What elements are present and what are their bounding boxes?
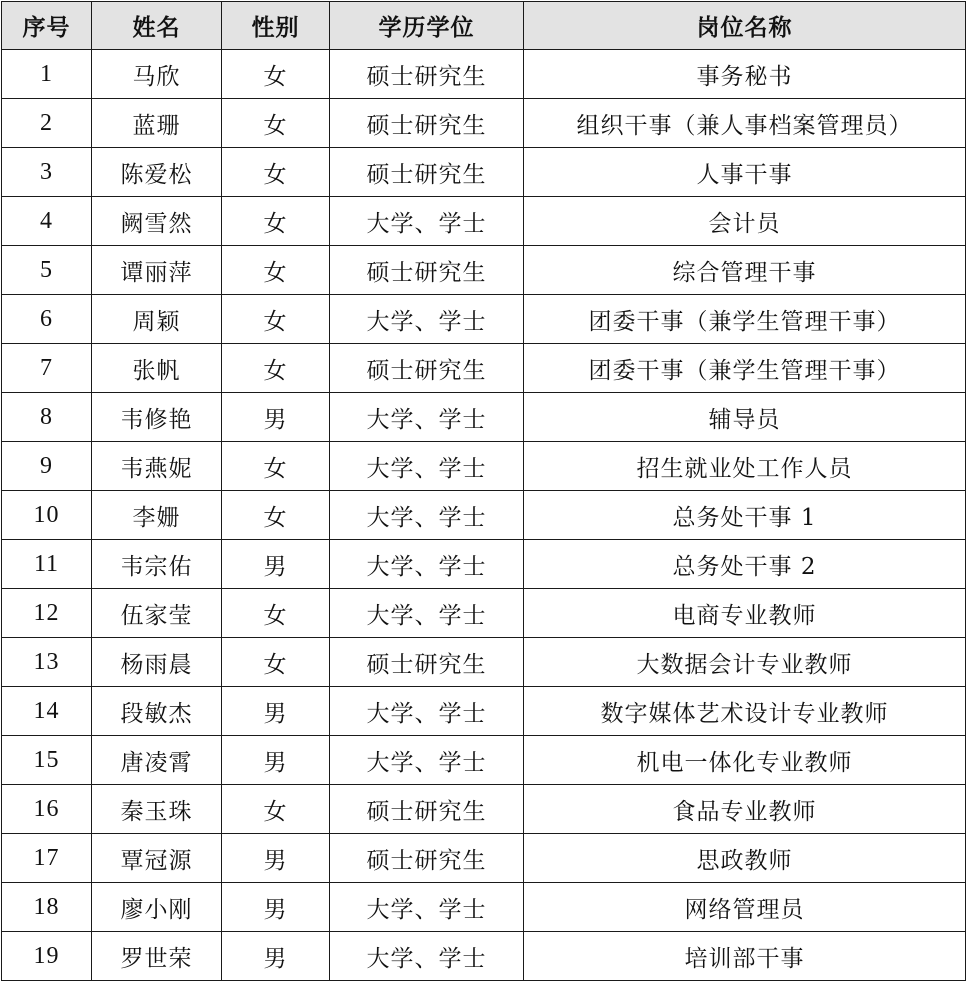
cell-index: 13	[2, 638, 92, 687]
cell-education: 大学、学士	[330, 295, 524, 344]
table-row	[2, 197, 966, 246]
cell-index: 15	[2, 736, 92, 785]
cell-gender: 女	[222, 589, 330, 638]
table-row	[2, 148, 966, 197]
cell-name: 阙雪然	[92, 197, 222, 246]
cell-name: 陈爱松	[92, 148, 222, 197]
table-row	[2, 295, 966, 344]
cell-position: 电商专业教师	[524, 589, 966, 638]
cell-position: 辅导员	[524, 393, 966, 442]
table-row	[2, 50, 966, 99]
cell-position: 机电一体化专业教师	[524, 736, 966, 785]
cell-gender: 女	[222, 442, 330, 491]
cell-index: 7	[2, 344, 92, 393]
cell-index: 6	[2, 295, 92, 344]
table-body	[2, 50, 966, 981]
table-row	[2, 834, 966, 883]
cell-position: 招生就业处工作人员	[524, 442, 966, 491]
cell-education: 硕士研究生	[330, 638, 524, 687]
cell-name: 张帆	[92, 344, 222, 393]
cell-name: 周颖	[92, 295, 222, 344]
cell-gender: 女	[222, 246, 330, 295]
table-row	[2, 344, 966, 393]
header-name: 姓名	[92, 2, 222, 50]
cell-position: 思政教师	[524, 834, 966, 883]
cell-gender: 男	[222, 883, 330, 932]
cell-education: 硕士研究生	[330, 50, 524, 99]
cell-index: 19	[2, 932, 92, 981]
cell-education: 大学、学士	[330, 736, 524, 785]
cell-name: 蓝珊	[92, 99, 222, 148]
table-row	[2, 491, 966, 540]
cell-gender: 女	[222, 344, 330, 393]
table-row	[2, 687, 966, 736]
table-row	[2, 99, 966, 148]
cell-name: 廖小刚	[92, 883, 222, 932]
cell-education: 硕士研究生	[330, 344, 524, 393]
cell-gender: 女	[222, 785, 330, 834]
cell-index: 2	[2, 99, 92, 148]
cell-index: 17	[2, 834, 92, 883]
cell-gender: 男	[222, 932, 330, 981]
cell-position: 事务秘书	[524, 50, 966, 99]
header-gender: 性别	[222, 2, 330, 50]
cell-position: 数字媒体艺术设计专业教师	[524, 687, 966, 736]
cell-name: 李姗	[92, 491, 222, 540]
cell-education: 硕士研究生	[330, 99, 524, 148]
cell-gender: 男	[222, 687, 330, 736]
header-education: 学历学位	[330, 2, 524, 50]
table-row	[2, 589, 966, 638]
cell-education: 大学、学士	[330, 393, 524, 442]
cell-education: 大学、学士	[330, 197, 524, 246]
cell-education: 大学、学士	[330, 932, 524, 981]
cell-education: 大学、学士	[330, 491, 524, 540]
cell-name: 伍家莹	[92, 589, 222, 638]
cell-education: 大学、学士	[330, 589, 524, 638]
cell-name: 覃冠源	[92, 834, 222, 883]
cell-index: 3	[2, 148, 92, 197]
cell-index: 12	[2, 589, 92, 638]
cell-gender: 男	[222, 540, 330, 589]
cell-gender: 男	[222, 393, 330, 442]
table-row	[2, 736, 966, 785]
cell-name: 韦宗佑	[92, 540, 222, 589]
cell-gender: 女	[222, 197, 330, 246]
table-row	[2, 883, 966, 932]
cell-index: 10	[2, 491, 92, 540]
cell-position: 会计员	[524, 197, 966, 246]
cell-education: 硕士研究生	[330, 834, 524, 883]
table-row	[2, 540, 966, 589]
table-row	[2, 932, 966, 981]
cell-gender: 男	[222, 736, 330, 785]
cell-index: 9	[2, 442, 92, 491]
cell-position: 综合管理干事	[524, 246, 966, 295]
cell-gender: 女	[222, 491, 330, 540]
cell-name: 秦玉珠	[92, 785, 222, 834]
cell-index: 1	[2, 50, 92, 99]
cell-gender: 男	[222, 834, 330, 883]
cell-name: 马欣	[92, 50, 222, 99]
cell-education: 大学、学士	[330, 540, 524, 589]
cell-index: 8	[2, 393, 92, 442]
table-row	[2, 638, 966, 687]
cell-index: 14	[2, 687, 92, 736]
table-header	[2, 2, 966, 50]
cell-position: 培训部干事	[524, 932, 966, 981]
cell-education: 大学、学士	[330, 883, 524, 932]
cell-education: 大学、学士	[330, 687, 524, 736]
cell-position: 总务处干事 2	[524, 540, 966, 589]
cell-name: 谭丽萍	[92, 246, 222, 295]
cell-index: 11	[2, 540, 92, 589]
cell-index: 16	[2, 785, 92, 834]
cell-name: 韦修艳	[92, 393, 222, 442]
cell-gender: 女	[222, 148, 330, 197]
cell-index: 4	[2, 197, 92, 246]
header-row	[2, 2, 966, 50]
cell-position: 组织干事（兼人事档案管理员）	[524, 99, 966, 148]
cell-gender: 女	[222, 295, 330, 344]
header-index: 序号	[2, 2, 92, 50]
header-position: 岗位名称	[524, 2, 966, 50]
cell-position: 网络管理员	[524, 883, 966, 932]
table-row	[2, 246, 966, 295]
cell-gender: 女	[222, 99, 330, 148]
cell-name: 唐凌霄	[92, 736, 222, 785]
cell-education: 硕士研究生	[330, 785, 524, 834]
cell-name: 段敏杰	[92, 687, 222, 736]
cell-index: 5	[2, 246, 92, 295]
cell-position: 总务处干事 1	[524, 491, 966, 540]
cell-education: 硕士研究生	[330, 148, 524, 197]
cell-education: 硕士研究生	[330, 246, 524, 295]
cell-position: 人事干事	[524, 148, 966, 197]
table-row	[2, 442, 966, 491]
cell-gender: 女	[222, 50, 330, 99]
cell-position: 食品专业教师	[524, 785, 966, 834]
table-row	[2, 393, 966, 442]
cell-name: 杨雨晨	[92, 638, 222, 687]
cell-position: 团委干事（兼学生管理干事）	[524, 344, 966, 393]
cell-position: 大数据会计专业教师	[524, 638, 966, 687]
cell-gender: 女	[222, 638, 330, 687]
cell-position: 团委干事（兼学生管理干事）	[524, 295, 966, 344]
staff-table	[1, 1, 966, 981]
cell-index: 18	[2, 883, 92, 932]
cell-name: 韦燕妮	[92, 442, 222, 491]
table-row	[2, 785, 966, 834]
cell-name: 罗世荣	[92, 932, 222, 981]
cell-education: 大学、学士	[330, 442, 524, 491]
